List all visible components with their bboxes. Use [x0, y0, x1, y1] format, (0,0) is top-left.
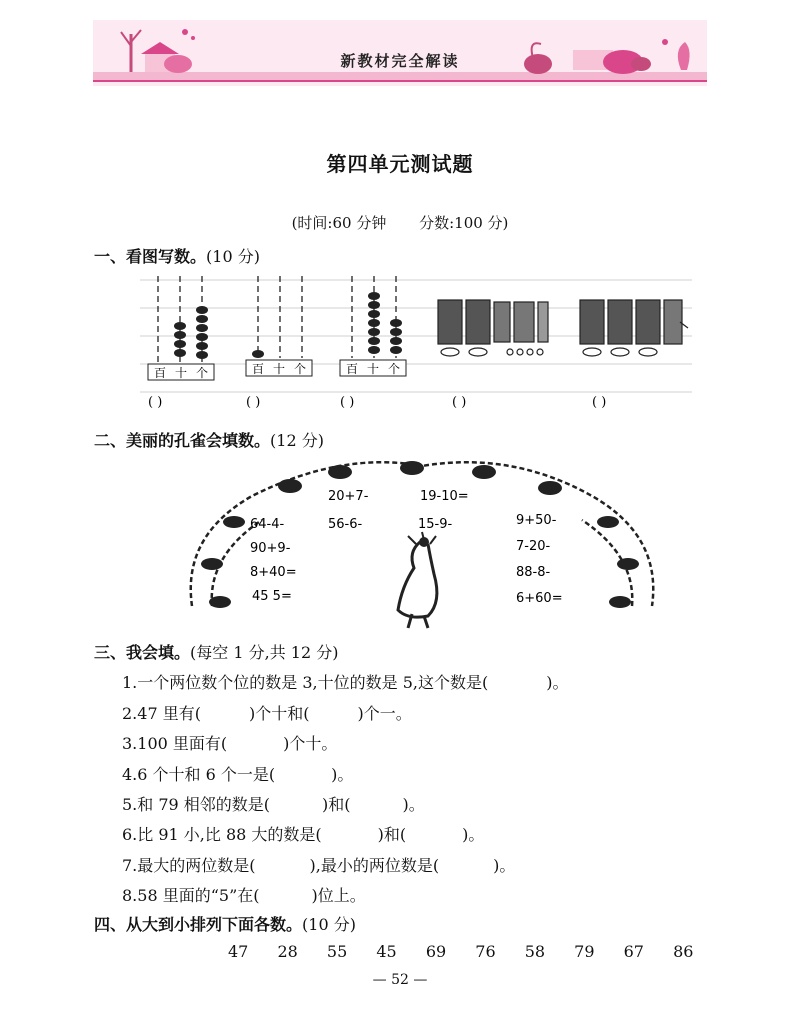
peacock-problem-4: 56-6-	[328, 517, 363, 532]
answer-blank-3: ( )	[340, 395, 355, 410]
peacock-problem-2: 19-10=	[420, 489, 469, 504]
answer-blank-5: ( )	[592, 395, 607, 410]
abacus-3-beads	[368, 292, 402, 354]
page-title: 第四单元测试题	[326, 152, 474, 176]
number-item: 79	[574, 942, 595, 961]
svg-text:十: 十	[367, 362, 380, 376]
peacock-problem-10: 88-8-	[516, 565, 551, 580]
section-3-heading: 三、我会填。(每空 1 分,共 12 分)	[94, 643, 339, 662]
peacock-figure	[172, 456, 672, 630]
peacock-problem-5: 15-9-	[418, 517, 453, 532]
peacock-problem-1: 20+7-	[328, 489, 369, 504]
question-3: 3.100 里面有( )个十。	[122, 734, 338, 753]
peacock-problem-8: 7-20-	[516, 539, 551, 554]
abacus-1-label-hundreds: 百	[154, 366, 167, 380]
number-item: 67	[623, 942, 644, 961]
svg-text:个: 个	[388, 362, 401, 376]
number-item: 86	[673, 942, 694, 961]
abacus-1-beads	[174, 306, 208, 359]
peacock-problem-9: 8+40=	[250, 565, 297, 580]
peacock-problem-12: 6+60=	[516, 591, 563, 606]
svg-text:个: 个	[294, 362, 307, 376]
number-item: 45	[376, 942, 397, 961]
number-item: 47	[228, 942, 249, 961]
abacus-figures	[140, 272, 692, 412]
question-8: 8.58 里面的“5”在( )位上。	[122, 886, 366, 905]
question-5: 5.和 79 相邻的数是( )和( )。	[122, 795, 425, 814]
svg-text:百: 百	[346, 362, 359, 376]
answer-blank-1: ( )	[148, 395, 163, 410]
number-list	[228, 942, 707, 961]
svg-text:十: 十	[273, 362, 286, 376]
page-number: — 52 —	[372, 972, 428, 988]
question-2: 2.47 里有( )个十和( )个一。	[122, 704, 412, 723]
abacus-1-label-ones: 个	[196, 366, 209, 380]
banner-title: 新教材完全解读	[340, 52, 460, 70]
number-item: 69	[425, 942, 447, 961]
question-7: 7.最大的两位数是( ),最小的两位数是( )。	[122, 856, 516, 875]
number-item: 55	[326, 942, 348, 961]
total-score: 分数:100 分)	[419, 214, 509, 232]
section-4-heading: 四、从大到小排列下面各数。(10 分)	[94, 915, 356, 934]
section-1-heading: 一、看图写数。(10 分)	[94, 247, 260, 266]
number-item: 76	[475, 942, 496, 961]
question-4: 4.6 个十和 6 个一是( )。	[122, 765, 354, 784]
answer-blank-2: ( )	[246, 395, 261, 410]
peacock-problem-11: 45 5=	[252, 589, 292, 604]
abacus-2-beads	[252, 350, 264, 358]
svg-text:百: 百	[252, 362, 265, 376]
peacock-problem-6: 9+50-	[516, 513, 557, 528]
time-limit: (时间:60 分钟	[291, 214, 387, 232]
peacock-problem-7: 90+9-	[250, 541, 291, 556]
number-item: 58	[524, 942, 546, 961]
question-1: 1.一个两位数个位的数是 3,十位的数是 5,这个数是( )。	[122, 673, 569, 692]
test-meta	[0, 212, 800, 233]
section-2-heading: 二、美丽的孔雀会填数。(12 分)	[94, 431, 324, 450]
answer-blank-4: ( )	[452, 395, 467, 410]
number-item: 28	[277, 942, 298, 961]
abacus-2	[258, 276, 302, 358]
question-6: 6.比 91 小,比 88 大的数是( )和( )。	[122, 825, 485, 844]
abacus-1-label-tens: 十	[175, 366, 188, 380]
peacock-problem-3: 64-4-	[250, 517, 285, 532]
